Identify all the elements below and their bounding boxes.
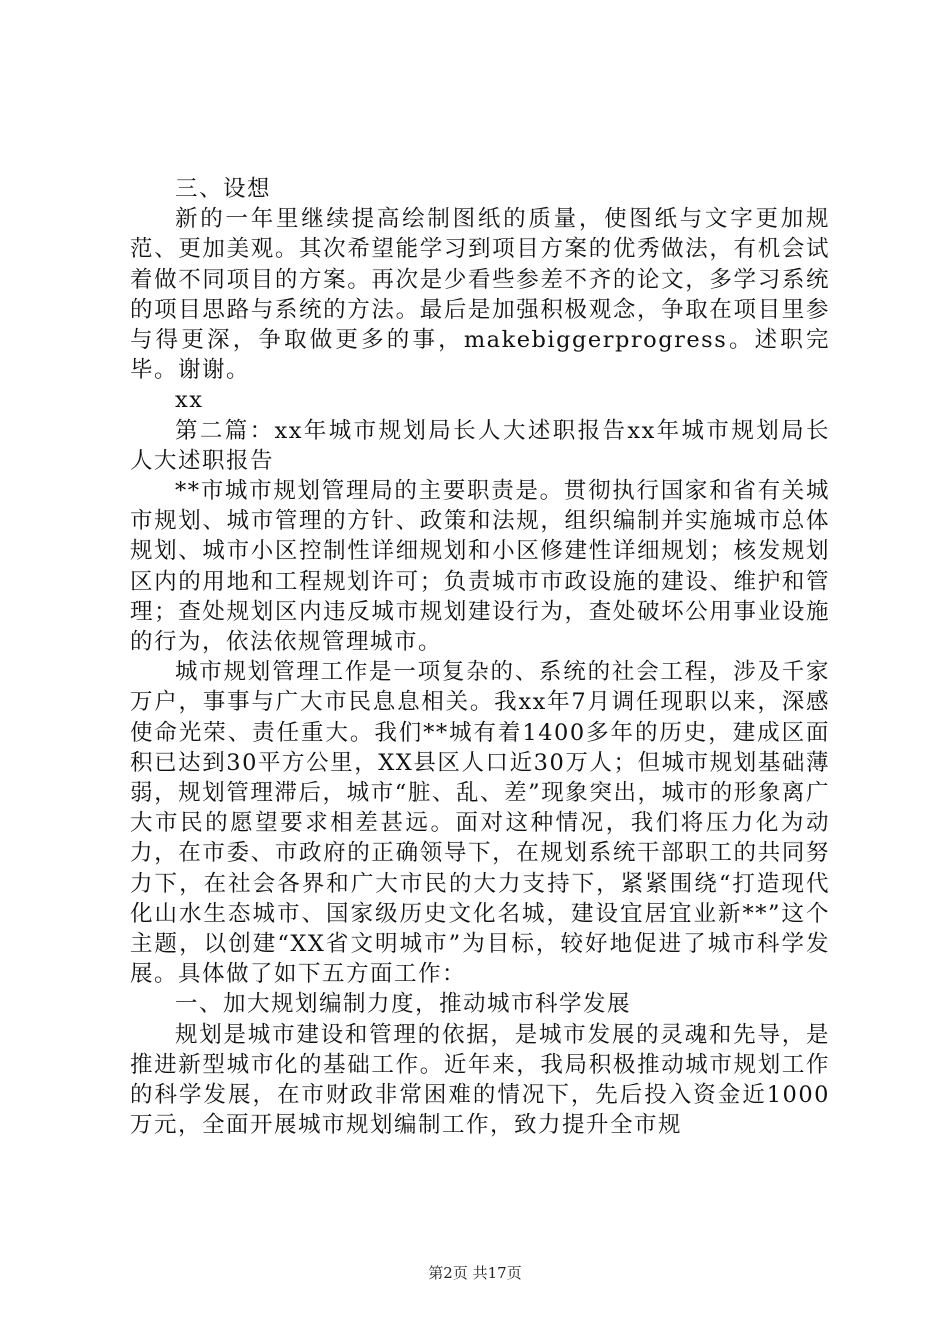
signature-line: xx [175, 387, 204, 414]
document-body [130, 174, 830, 1141]
article-two-title: 第二篇：xx年城市规划局长人大述职报告xx年城市规划局长人大述职报告 [130, 417, 830, 474]
heading-section-one: 一、加大规划编制力度，推动城市科学发展 [175, 991, 632, 1018]
heading-section-three: 三、设想 [175, 176, 272, 202]
paragraph-planning: 规划是城市建设和管理的依据，是城市发展的灵魂和先导，是推进新型城市化的基础工作。近年来，我局积极推动城市规划工作的科学发展，在市财政非常困难的情况下，先后投入资金近1000万元，全面开展城市规划编制工作，致力提升全市规 [130, 1021, 830, 1139]
page-footer [0, 1262, 950, 1283]
paragraph-duties: **市城市规划管理局的主要职责是。贯彻执行国家和省有关城市规划、城市管理的方针、政策和法规，组织编制并实施城市总体规划、城市小区控制性详细规划和小区修建性详细规划；核发规划区内的用地和工程规划许可；负责城市市政设施的建设、维护和管理；查处规划区内违反城市规划建设行为，查处破坏公用事业设施的行为，依法依规管理城市。 [130, 478, 830, 656]
paragraph-overview: 城市规划管理工作是一项复杂的、系统的社会工程，涉及千家万户，事事与广大市民息息相关。我xx年7月调任现职以来，深感使命光荣、责任重大。我们**城有着1400多年的历史，建成区面积已达到30平方公里，XX县区人口近30万人；但城市规划基础薄弱，规划管理滞后，城市“脏、乱、差”现象突出，城市的形象离广大市民的愿望要求相差甚远。面对这种情况，我们将压力化为动力，在市委、市政府的正确领导下，在规划系统干部职工的共同努力下，在社会各界和广大市民的大力支持下，紧紧围绕“打造现代化山水生态城市、国家级历史文化名城，建设宜居宜业新**”这个主题，以创建“XX省文明城市”为目标，较好地促进了城市科学发展。具体做了如下五方面工作： [130, 659, 830, 988]
paragraph-outlook: 新的一年里继续提高绘制图纸的质量，使图纸与文字更加规范、更加美观。其次希望能学习到项目方案的优秀做法，有机会试着做不同项目的方案。再次是少看些参差不齐的论文，多学习系统的项目思路与系统的方法。最后是加强积极观念，争取在项目里参与得更深，争取做更多的事，makebiggerprogress。述职完毕。谢谢。 [130, 206, 830, 384]
page-indicator: 第2页 共17页 [428, 1264, 522, 1282]
